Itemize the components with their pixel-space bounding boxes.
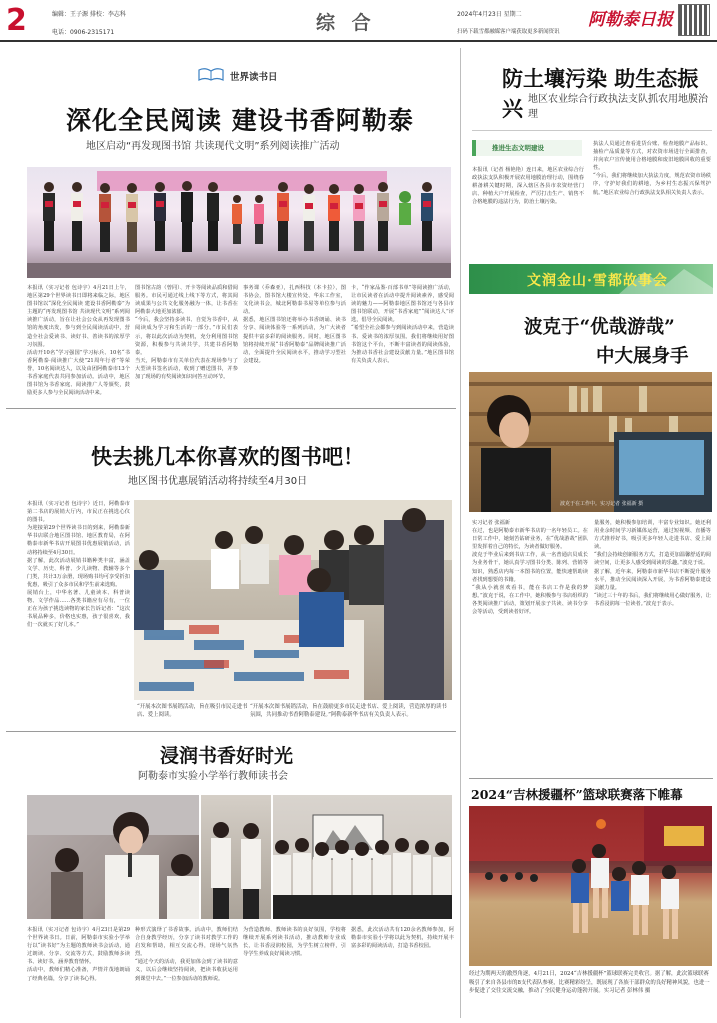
story-banner	[469, 264, 713, 294]
art3-col1: 本报讯（实习记者 包诗宇）4月23日是第29个世界读书日。日前，阿勒泰市实验小学举行以“读书好”为主题的教师读书会活动，通过朗读、分享、交流等方式，鼓励教师多读书、读好书，涵养教育情怀。 活动中，教师们精心准备，声情并茂地朗诵了经典名篇，分享了读书心得。	[27, 927, 130, 982]
art1-subtitle: 地区启动“再发现图书馆 共读现代文明”系列阅读推广活动	[86, 141, 340, 152]
book-icon	[197, 66, 225, 80]
art2-col1: 本报讯（实习记者 包诗宇）近日，阿勒泰市第二书店的展销大厅内，市民正在挑选心仪的图书。 为迎接第29个世界读书日的到来，阿勒泰新华书店联合地区图书馆、地区教育局，在阿勒泰市新华书店开展图书优惠展销活动，活动将持续至4月30日。 据了解，此次活动展销书籍种类丰富，涵盖文学、历史、科普、少儿读物、教辅等多个门类，共计3万余册，现场购书均可享受折扣优惠，吸引了众多市民和学生前来选购。 展销台上，中华名著、儿童读本、科普读物、文学作品……各类书籍应有尽有，一位正在为孩子挑选读物的家长告诉记者：“这次书展品种多，价格也实惠，孩子很喜欢，我们一次就买了好几本。”	[27, 501, 130, 629]
phone-line: 电话：0906-2315171	[52, 29, 115, 36]
eco-tag-text: 推进生态文明建设	[492, 144, 544, 152]
date-line: 2024年4月23日 星期二	[457, 11, 522, 18]
art1-col4: 卡，“作家品鉴·百部书单”等阅读推广活动，让市民读者在活动中提升阅读素养，感受阅读的魅力——阿勒泰地区图书馆还与各县市图书馆联动，开展“书香家庭”“阅读达人”评选，倡导全民阅读。 “希望全社会都参与到阅读活动中来，营造读书、爱读书的浓厚氛围。我们将继续用好图书馆这个平台，不断丰富读者的阅读体验，为推动书香社会建设贡献力量。”地区图书馆有关负责人表示。	[351, 285, 454, 364]
newspaper-logo: 阿勒泰日报	[588, 10, 673, 30]
art3-title: 浸润书香好时光	[160, 745, 294, 767]
editor-line: 编辑：王子源 排校：李志科	[52, 11, 126, 18]
qr-code[interactable]	[678, 4, 710, 36]
art3-col2: 种形式演绎了书香故事。活动中，教师们结合自身教学经历，分享了读书对教学工作的启发和帮助，相互交流心得，现场气氛热烈。 “通过今天的活动，我更加体会到了读书的意义，以后会继续坚持阅读，把读书收获运用到课堂中去。”一位参加活动的教师说。	[135, 927, 238, 982]
art4-rule	[472, 130, 712, 131]
art6-title: 2024“吉林援疆杯”篮球联赛落下帷幕	[471, 787, 683, 802]
art4-col1: 本报讯（记者 杨艳艳）连日来，地区农业综合行政执法支队积极开展农用地膜治理行动，围绕春耕备耕关键时期，深入辖区各县市农资经营门店、种植大户开展检查，严厉打击生产、销售不合格地膜的违法行为，防治土壤污染。	[472, 167, 584, 206]
art1-photo	[27, 167, 451, 278]
art3-photo-middle	[201, 795, 271, 919]
art4-title: 防土壤污染 助生态振兴	[502, 66, 699, 121]
art1-col2: 图书馆古韵（曾同）、开卡等阅读品质和借阅服务。市民可通过线上线下等方式，将其阅读成果与公共文化服务融为一体，让书香在阿勒泰大地更加浓郁。 “今后，我会坚持多读书、自觉为书香中，从阅读成为学习和生活的一部分。”市民们表示，将以此次活动为契机，充分利用图书馆资源，积极参与共读共学，共建书香阿勒泰。 当天，阿勒泰市有关单位代表在现场参与了大型读书签名活动，收到了赠送图书，并参加了现场的有奖阅读知识问答互动环节。	[135, 285, 238, 381]
art2-divider	[6, 731, 456, 732]
art4-col2: 执法人员通过查看进货台账、检查地膜产品标识、抽检产品质量等方式，对农资市场进行全面排查，并向农户宣传使用合格地膜和废旧地膜回收的重要性。 “今后，我们将继续加大执法力度，规范农资市场秩序，守护好我们的耕地，为乡村生态振兴保驾护航。”地区农业综合行政执法支队相关负责人表示。	[593, 141, 711, 196]
art4-subtitle: 地区农业综合行政执法支队抓农用地膜治理	[528, 94, 708, 120]
art3-col4: 据悉，此次活动共有120余名教师参加，阿勒泰市实验小学将以此为契机，持续开展丰富多彩的阅读活动，打造书香校园。	[351, 927, 454, 950]
art3-col3: 为营造教师、教师读书的良好氛围，学校将继续开展系列读书活动，推动教师专业成长，让书香浸润校园，为学生树立榜样，引导学生养成良好阅读习惯。	[243, 927, 346, 958]
art5-photo	[469, 372, 712, 512]
art2-photo	[134, 500, 452, 700]
art1-col3: 事务课（乔森亚），扎西科技（本卡拉），图书协会，图书馆大楼宣传处、华东工作室，文化读书会，城北阿勒泰书屋等单位参与活动。 据悉，地区图书馆还将举办书香朗诵、读书分享、阅读体验等一系列活动，为广大读者提供丰富多彩的阅读服务。同时，地区图书馆将持续开展“书香阿勒泰”品牌阅读推广活动，全面提升全民阅读水平，推动学习型社会建设。	[243, 285, 346, 364]
art2-caption-right: “开展本次图书展销活动，旨在鼓励更多市民走进书店、爱上阅读，营造浓厚的读书氛围，共同推动书香阿勒泰建设。”阿勒泰新华书店有关负责人表示。	[250, 704, 447, 718]
art6-photo	[469, 806, 712, 966]
column-divider	[460, 48, 461, 1018]
art5-divider	[469, 778, 713, 779]
art3-photo-right	[273, 795, 452, 919]
art5-photo-caption: 波克于在工作中。实习记者 张福新 摄	[560, 501, 644, 507]
art1-col1: 本报讯（实习记者 包诗宇）4月21日上午，地区第29个世界读书日即将来临之际，地区图书馆以“深化全民阅读 建设书香阿勒泰”为主题的“再发现图书馆 共读现代文明”系列阅读推广活动，旨在让社会公众从再发现图书馆的角度出发，参与到全民阅读活动中，营造全社会爱读书、读好书、善读书的浓厚学习氛围。 活动开10名“学习强国”学习标兵、10名“书香阿勒泰·阅读推广大使”21周年行者”等荣誉，10名阅读达人，以及由团阿勒泰市13个书香家庭代表共同参加活动。活动中，地区图书馆为书香家庭、阅读推广人等颁奖，鼓励更多人参与全民阅读活动中来。	[27, 285, 130, 397]
section-title: 综 合	[316, 12, 376, 34]
art3-photo-left	[27, 795, 199, 919]
art1-title: 深化全民阅读 建设书香阿勒泰	[66, 106, 414, 135]
art5-col2: 量服务，她积极参加培训，丰富专业知识。她还利用业余时间学习新媒体运营，通过短视频、直播等方式推荐好书，吸引更多年轻人走进书店、爱上阅读。 “我们会持续创新服务方式，打造更加温馨舒适的阅读空间，让更多人感受到阅读的乐趣。”波克于说。 据了解，近年来，阿勒泰市新华书店不断提升服务水平，推动全民阅读深入开展，为书香阿勒泰建设贡献力量。 “读过三十年的书后，我们将继续用心做好服务，让书香浸润每一位读者。”波克于表示。	[594, 520, 711, 607]
art5-title-line1: 波克于“优哉游哉”	[524, 317, 675, 338]
art5-title-line2: 中大展身手	[596, 346, 689, 367]
story-banner-text: 文润金山·雪都故事会	[527, 273, 668, 289]
art3-subtitle: 阿勒泰市实验小学举行教师读书会	[138, 771, 288, 782]
download-line: 扫码下载雪都融媒客户端获取更多新闻资讯	[457, 29, 560, 35]
art6-caption: 经过为期两天的激烈角逐，4月21日，2024“吉林援疆杯”篮球联赛完美收官。据了解，此次篮球联赛吸引了来自各县市的8支代表队参赛，比赛精彩纷呈，既展现了各族干部群众的良好精神风貌，也进一步促进了交往交流交融，推动了全民健身运动蓬勃开展。实习记者 彭林伟 摄	[469, 971, 710, 994]
art2-photo-caption: “开展本次图书展销活动，旨在吸引市民走进书店、爱上阅读。	[137, 704, 248, 718]
header-divider	[0, 40, 717, 42]
art5-col1: 实习记者 张福新 在过，也是阿勒泰市新华书店的一名年轻员工。在日常工作中，她刻苦钻研业务，在“优哉游哉”团队里发挥着自己的特长，为读者做好服务。 波克于毕业后来到书店工作，从一名普通店员成长为业务骨干，她认真学习图书分类、陈列、营销等知识，熟悉店内每一本图书的位置，能快速帮助读者找到想要的书籍。 “我从小就喜欢看书，能在书店工作是我的梦想。”波克于说，在工作中，她积极参与书店组织的各类阅读推广活动，策划开展亲子共读、读书分享会等活动，受到读者好评。	[472, 520, 588, 616]
page-number: 2	[6, 3, 27, 38]
eco-tag	[472, 140, 582, 156]
art1-divider	[6, 408, 456, 409]
world-book-day-tag: 世界读书日	[230, 72, 278, 83]
art2-subtitle: 地区图书优惠展销活动将持续至4月30日	[128, 476, 308, 487]
art2-title: 快去挑几本你喜欢的图书吧！	[91, 444, 364, 469]
